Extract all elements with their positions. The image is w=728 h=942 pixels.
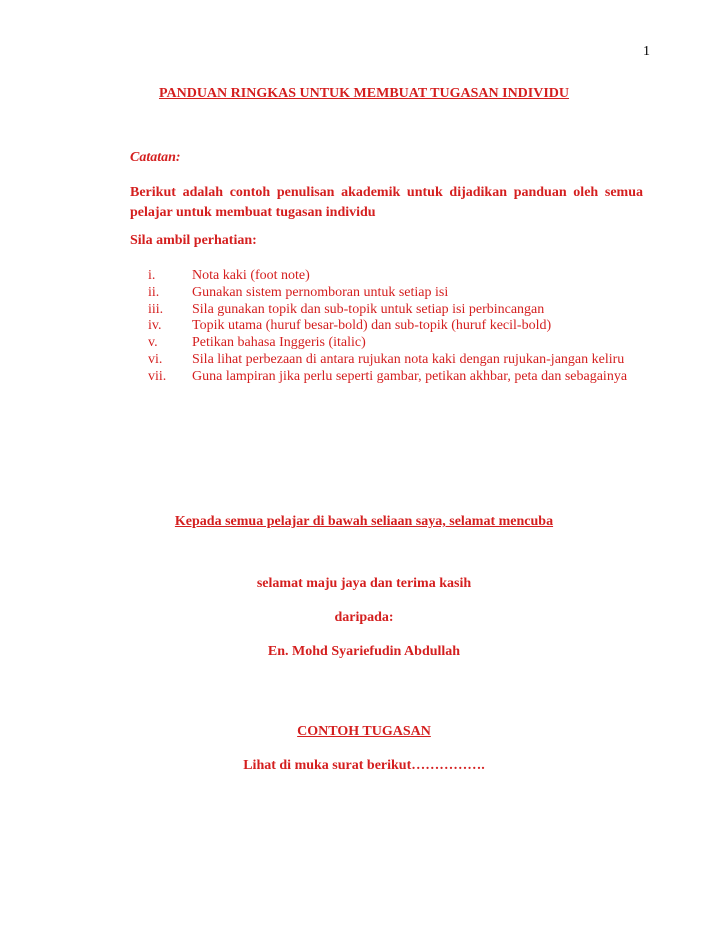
- list-item-number: v.: [148, 335, 158, 351]
- sila-heading: Sila ambil perhatian:: [130, 233, 257, 248]
- list-item-text: Guna lampiran jika perlu seperti gambar, petikan akhbar, peta dan sebagainya: [192, 368, 628, 384]
- list-item-text: Topik utama (huruf besar-bold) dan sub-topik (huruf kecil-bold): [192, 318, 552, 334]
- list-item-number: iv.: [148, 318, 162, 334]
- page-number: 1: [643, 44, 650, 59]
- list-item: [130, 335, 690, 352]
- list-item-text: Gunakan sistem pernomboran untuk setiap isi: [192, 284, 449, 300]
- list-item: [130, 268, 690, 285]
- list-item-text: Nota kaki (foot note): [192, 268, 310, 283]
- instruction-list: [130, 268, 690, 386]
- list-item-text: Sila lihat perbezaan di antara rujukan nota kaki dengan rujukan-jangan keliru: [192, 351, 625, 367]
- list-item: [130, 318, 690, 335]
- list-item: [130, 352, 690, 369]
- list-item: [130, 285, 690, 302]
- list-item-number: iii.: [148, 301, 164, 317]
- list-item-text: Sila gunakan topik dan sub-topik untuk setiap isi perbincangan: [192, 301, 545, 317]
- page-title: PANDUAN RINGKAS UNTUK MEMBUAT TUGASAN INDIVIDU: [158, 86, 570, 101]
- list-item-number: i.: [148, 268, 156, 283]
- list-item-number: vi.: [148, 351, 163, 367]
- list-item: [130, 302, 690, 319]
- list-item: [130, 369, 690, 386]
- catatan-label: Catatan:: [130, 150, 181, 165]
- list-item-number: vii.: [148, 368, 167, 384]
- daripada-line: daripada:: [334, 610, 394, 625]
- author-name: En. Mohd Syariefudin Abdullah: [267, 644, 461, 659]
- kepada-text: Kepada semua pelajar di bawah seliaan saya, selamat mencuba: [174, 514, 554, 529]
- kepada-line: [0, 514, 728, 530]
- intro-paragraph: Berikut adalah contoh penulisan akademik untuk dijadikan panduan oleh semua pelajar untuk membuat tugasan individu: [130, 185, 643, 220]
- lihat-line: Lihat di muka surat berikut…………….: [243, 758, 485, 773]
- contoh-heading: [0, 724, 728, 740]
- list-item-number: ii.: [148, 284, 160, 300]
- list-item-text: Petikan bahasa Inggeris (italic): [192, 335, 366, 351]
- contoh-heading-text: CONTOH TUGASAN: [297, 724, 431, 739]
- selamat-line: selamat maju jaya dan terima kasih: [256, 576, 472, 591]
